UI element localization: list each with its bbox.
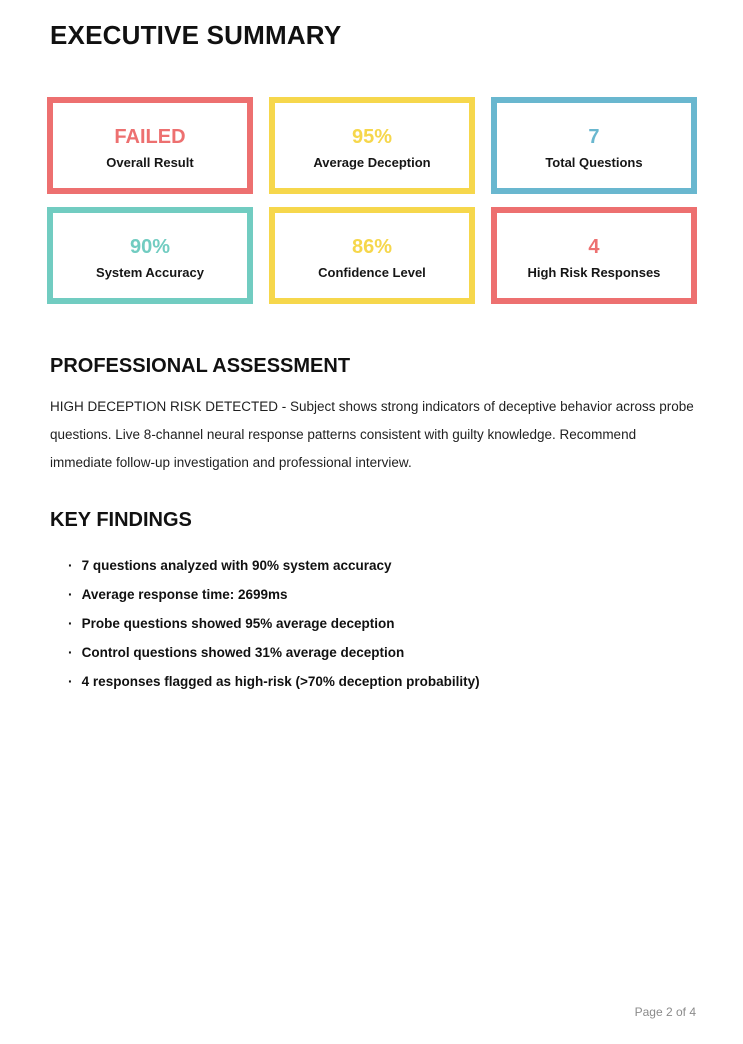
- bullet-icon: ·: [68, 586, 73, 602]
- page-title: EXECUTIVE SUMMARY: [50, 20, 342, 50]
- metric-value: 90%: [129, 236, 170, 258]
- key-finding-item: [68, 638, 693, 667]
- metric-card: [269, 97, 475, 194]
- key-finding-text: 4 responses flagged as high-risk (>70% deception probability): [81, 674, 480, 689]
- key-finding-item: [68, 580, 693, 609]
- metric-card: [269, 207, 475, 304]
- bullet-icon: ·: [68, 557, 73, 573]
- metric-card: [47, 207, 253, 304]
- key-finding-text: 7 questions analyzed with 90% system accuracy: [81, 558, 392, 573]
- metric-cards-grid: [47, 97, 697, 304]
- metric-value: FAILED: [114, 126, 186, 148]
- key-finding-item: [68, 609, 693, 638]
- metric-label: Confidence Level: [318, 265, 426, 280]
- metric-label: System Accuracy: [96, 265, 204, 280]
- metric-value: 95%: [351, 126, 392, 148]
- assessment-heading: PROFESSIONAL ASSESSMENT: [50, 355, 351, 377]
- bullet-icon: ·: [68, 673, 73, 689]
- assessment-body: HIGH DECEPTION RISK DETECTED - Subject shows strong indicators of deceptive behavior across probe questions. Live 8-channel neural response patterns consistent with guilty knowledge. Recommend immediate follow-up investigation and professional interview.: [50, 399, 694, 470]
- bullet-icon: ·: [68, 644, 73, 660]
- key-finding-text: Average response time: 2699ms: [81, 587, 288, 602]
- metric-value: 7: [588, 126, 600, 148]
- metric-label: Average Deception: [313, 155, 431, 170]
- metric-label: Total Questions: [545, 155, 643, 170]
- key-finding-text: Control questions showed 31% average deception: [81, 645, 405, 660]
- metric-value: 4: [588, 236, 600, 258]
- key-findings-list: [0, 551, 743, 696]
- metric-label: Overall Result: [106, 155, 194, 170]
- key-finding-text: Probe questions showed 95% average deception: [81, 616, 395, 631]
- key-findings-heading: KEY FINDINGS: [50, 509, 192, 531]
- metric-value: 86%: [351, 236, 392, 258]
- key-finding-item: [68, 551, 693, 580]
- metric-card: [491, 97, 697, 194]
- bullet-icon: ·: [68, 615, 73, 631]
- metric-card: [491, 207, 697, 304]
- metric-card: [47, 97, 253, 194]
- page-number: Page 2 of 4: [634, 1005, 696, 1019]
- key-finding-item: [68, 667, 693, 696]
- metric-label: High Risk Responses: [527, 265, 661, 280]
